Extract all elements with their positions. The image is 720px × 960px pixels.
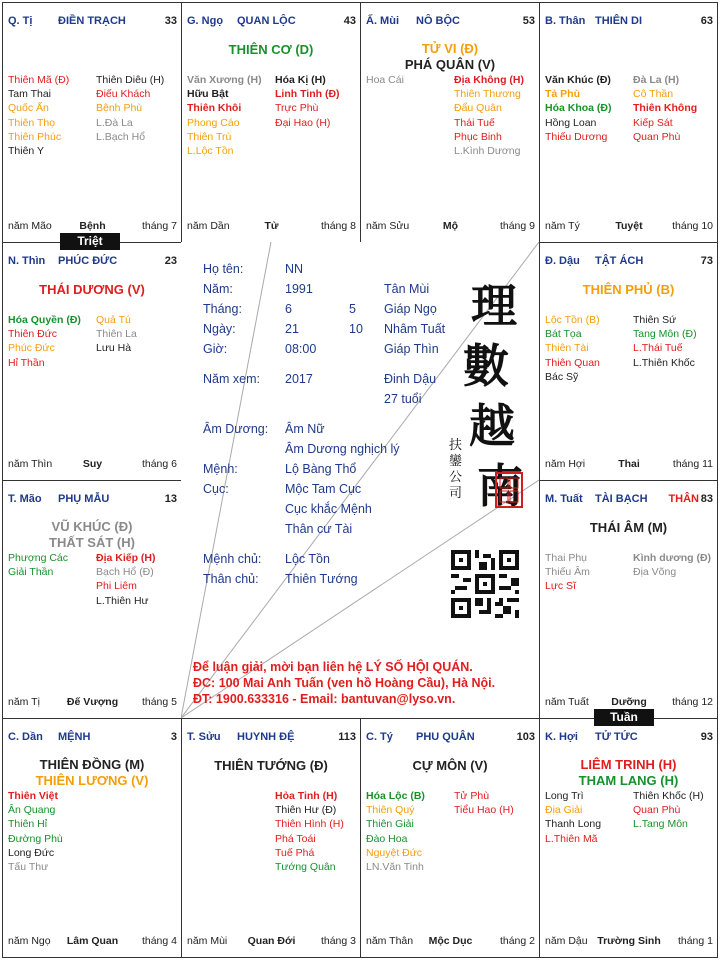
- minor-star: Đại Hao (H): [275, 116, 331, 129]
- palace-year: năm Thìn: [8, 458, 53, 470]
- right-star-column: [454, 73, 524, 158]
- palace-age-number: 13: [164, 493, 177, 505]
- minor-star: Quốc Ấn: [8, 102, 49, 115]
- main-star: LIÊM TRINH (H): [580, 757, 677, 772]
- minor-star: Tang Môn (Đ): [633, 328, 697, 341]
- calligraphy-char-3: 越: [469, 399, 515, 453]
- palace-phase: Suy: [82, 458, 103, 470]
- palace-footer: [8, 935, 177, 949]
- minor-star: Hóa Khoa (Đ): [545, 102, 612, 115]
- palace-name: ĐIỀN TRẠCH: [58, 15, 126, 27]
- minor-star: Hóa Quyền (Đ): [8, 314, 81, 326]
- minor-star: Lưu Hà: [96, 342, 132, 355]
- minor-star: Phong Cáo: [187, 116, 240, 129]
- minor-star: Đẩu Quân: [454, 102, 502, 115]
- minor-star: L.Bạch Hổ: [96, 130, 146, 143]
- palace-month: tháng 5: [141, 696, 177, 708]
- palace-header: [187, 15, 356, 31]
- minor-star: Tuế Phá: [275, 846, 315, 859]
- palace-header: [8, 255, 177, 271]
- palace-ti: [2, 2, 182, 243]
- minor-star: Cô Thần: [633, 88, 674, 101]
- label-day: Ngày:: [203, 322, 236, 336]
- minor-star: Hỉ Thần: [8, 356, 45, 369]
- minor-star: Thiên Thương: [454, 88, 521, 101]
- right-star-column: [633, 313, 697, 370]
- minor-star: Văn Xương (H): [187, 74, 262, 86]
- palace-thin: [2, 242, 182, 481]
- minor-star: Thiên Y: [8, 145, 44, 158]
- minor-star: Quan Phù: [633, 804, 681, 817]
- value-menh: Lộ Bàng Thổ: [285, 462, 357, 476]
- minor-star: Thiên Trù: [187, 130, 232, 143]
- palace-ty: [360, 718, 540, 958]
- right-star-column: [275, 789, 344, 874]
- minor-star: Điếu Khách: [96, 88, 151, 101]
- palace-year: năm Thân: [366, 935, 414, 947]
- main-star: THIÊN PHỦ (B): [582, 282, 675, 297]
- palace-header: [545, 493, 713, 509]
- minor-star: Thiên Quý: [366, 804, 415, 817]
- left-star-column: [545, 313, 600, 384]
- minor-star: Thanh Long: [545, 818, 602, 831]
- label-menh-chu: Mệnh chủ:: [203, 552, 262, 566]
- value-hour-can: Giáp Thìn: [384, 342, 439, 356]
- minor-star: Thiếu Dương: [545, 130, 608, 143]
- minor-star: Phục Binh: [454, 130, 502, 143]
- right-star-column: [633, 551, 711, 579]
- palace-month: tháng 11: [672, 458, 713, 470]
- minor-star: Địa Kiếp (H): [96, 552, 156, 564]
- palace-branch: K. Hợi: [545, 731, 578, 743]
- minor-star: Đường Phù: [8, 832, 63, 845]
- minor-star: Tiểu Hao (H): [454, 804, 514, 817]
- palace-branch: G. Ngọ: [187, 15, 224, 27]
- value-month-lunar: 5: [349, 302, 356, 316]
- palace-footer: [187, 935, 356, 949]
- minor-star: Thiên Mã (Đ): [8, 74, 70, 86]
- label-view-year: Năm xem:: [203, 372, 260, 386]
- value-than-chu: Thiên Tướng: [285, 572, 358, 586]
- palace-age-number: 23: [164, 255, 177, 267]
- palace-footer: [8, 696, 177, 710]
- palace-tuat: [539, 480, 718, 719]
- minor-star: Hóa Kị (H): [275, 74, 326, 86]
- palace-footer: [545, 696, 713, 710]
- palace-age-number: 113: [338, 731, 356, 743]
- minor-star: Giải Thần: [8, 566, 54, 579]
- minor-star: L.Lộc Tồn: [187, 145, 234, 158]
- label-hour: Giờ:: [203, 342, 228, 356]
- minor-star: Thiên Tài: [545, 342, 589, 355]
- right-star-column: [96, 551, 156, 608]
- left-star-column: [8, 551, 68, 579]
- palace-month: tháng 7: [141, 220, 177, 232]
- palace-age-number: 63: [700, 15, 713, 27]
- palace-month: tháng 9: [499, 220, 535, 232]
- palace-age-number: 43: [343, 15, 356, 27]
- minor-star: Kình dương (Đ): [633, 552, 712, 564]
- minor-star: Thiên Hình (H): [275, 818, 344, 831]
- main-star: VŨ KHÚC (Đ): [51, 519, 133, 534]
- minor-star: Thiên Diêu (H): [96, 74, 165, 86]
- palace-name: TÀI BẠCH: [595, 493, 648, 505]
- label-amduong: Âm Dương:: [203, 422, 269, 436]
- palace-phase: Tử: [264, 220, 279, 232]
- palace-name: PHU QUÂN: [416, 731, 475, 743]
- minor-star: Hỏa Tinh (H): [275, 790, 338, 802]
- palace-dau: [539, 242, 718, 481]
- palace-phase: Dưỡng: [611, 696, 647, 708]
- palace-age-number: 53: [522, 15, 535, 27]
- palace-phase: Mộc Dục: [428, 935, 473, 947]
- contact-line-2: ĐC: 100 Mai Anh Tuấn (ven hồ Hoàng Cầu), Hà Nội.: [193, 676, 496, 690]
- minor-star: L.Kình Dương: [454, 145, 521, 158]
- palace-header: [8, 15, 177, 31]
- right-star-column: [633, 789, 704, 832]
- palace-age-number: 93: [700, 731, 713, 743]
- value-cuc: Mộc Tam Cục: [285, 482, 362, 496]
- minor-star: Tướng Quân: [275, 861, 336, 874]
- right-star-column: [454, 789, 514, 817]
- minor-star: L.Tang Môn: [633, 818, 688, 831]
- minor-star: Ân Quang: [8, 804, 56, 817]
- main-star: TỬ VI (Đ): [421, 41, 479, 56]
- contact-line-1: Để luận giải, mời bạn liên hệ LÝ SỐ HỘI QUÁN.: [193, 660, 473, 674]
- left-star-column: [187, 73, 262, 158]
- palace-name: TẬT ÁCH: [595, 255, 644, 267]
- palace-phase: Trường Sinh: [597, 935, 661, 947]
- minor-star: Long Đức: [8, 846, 55, 859]
- main-star: CỰ MÔN (V): [412, 758, 488, 773]
- value-age: 27 tuổi: [384, 392, 422, 406]
- value-view-can: Đinh Dậu: [384, 372, 437, 386]
- minor-star: Địa Không (H): [454, 74, 524, 86]
- minor-star: Thái Tuế: [454, 116, 495, 129]
- palace-year: năm Dần: [187, 220, 230, 232]
- minor-star: Thiên Việt: [8, 790, 58, 802]
- palace-phase: Đế Vượng: [66, 696, 119, 708]
- palace-branch: T. Mão: [8, 493, 42, 505]
- palace-phase: Thai: [618, 458, 640, 470]
- minor-star: Nguyệt Đức: [366, 846, 423, 859]
- palace-hoi: [539, 718, 718, 958]
- palace-branch: M. Tuất: [545, 493, 583, 505]
- note-cuc-2: Thân cư Tài: [285, 522, 353, 536]
- palace-footer: [545, 220, 713, 234]
- company-name-vertical: 扶 鑾 公 司: [449, 438, 463, 501]
- palace-month: tháng 10: [672, 220, 713, 232]
- minor-star: Thiên Khốc (H): [633, 790, 704, 802]
- left-star-column: [545, 73, 612, 144]
- minor-star: Thiên Giải: [366, 818, 414, 831]
- palace-header: [545, 15, 713, 31]
- palace-name: PHỤ MẪU: [58, 493, 110, 505]
- palace-month: tháng 4: [141, 935, 177, 947]
- palace-branch: N. Thìn: [8, 255, 46, 267]
- minor-star: Địa Giải: [545, 804, 583, 817]
- minor-star: Hóa Lộc (B): [366, 790, 425, 802]
- palace-age-number: 83: [700, 493, 713, 505]
- main-star: THẤT SÁT (H): [49, 535, 135, 550]
- minor-star: L.Thiên Hư: [96, 594, 149, 607]
- main-star: THIÊN ĐỒNG (M): [39, 757, 145, 772]
- minor-star: Bạch Hổ (Đ): [96, 566, 154, 579]
- palace-footer: [8, 458, 177, 472]
- palace-year: năm Sửu: [366, 220, 410, 232]
- minor-star: Hồng Loan: [545, 116, 597, 129]
- minor-star: Bệnh Phù: [96, 102, 143, 115]
- minor-star: Phúc Đức: [8, 342, 55, 355]
- palace-age-number: 103: [516, 731, 535, 743]
- note-cuc-1: Cục khắc Mệnh: [285, 502, 372, 516]
- palace-name: NÔ BỘC: [416, 15, 460, 27]
- palace-ngo: [181, 2, 361, 243]
- minor-star: Hoa Cái: [366, 74, 404, 86]
- minor-star: Văn Khúc (Đ): [545, 74, 611, 86]
- minor-star: Thiên Hư (Đ): [275, 804, 337, 817]
- value-day: 21: [285, 322, 299, 336]
- palace-name: QUAN LỘC: [237, 15, 296, 27]
- main-star: THAM LANG (H): [578, 773, 679, 788]
- palace-year: năm Hợi: [545, 458, 586, 470]
- minor-star: Tả Phù: [545, 88, 581, 101]
- minor-star: Thiên Đức: [8, 328, 58, 341]
- minor-star: Đào Hoa: [366, 832, 408, 845]
- calligraphy-char-2: 數: [463, 339, 509, 393]
- minor-star: L.Thiên Khốc: [633, 356, 695, 369]
- palace-age-number: 33: [164, 15, 177, 27]
- value-menh-chu: Lộc Tồn: [285, 552, 330, 566]
- left-star-column: [545, 789, 601, 846]
- right-star-column: [96, 73, 164, 144]
- minor-star: Lộc Tồn (B): [545, 314, 600, 326]
- minor-star: Bác Sỹ: [545, 370, 579, 383]
- minor-star: Bát Tọa: [545, 328, 582, 341]
- palace-year: năm Mùi: [187, 935, 228, 947]
- value-name: NN: [285, 262, 304, 276]
- left-star-column: [366, 789, 425, 874]
- minor-star: Phượng Các: [8, 552, 69, 564]
- label-than-chu: Thân chủ:: [203, 572, 259, 586]
- minor-star: Quan Phù: [633, 130, 681, 143]
- palace-name: HUYNH ĐỆ: [237, 731, 295, 743]
- palace-phase: Bệnh: [79, 220, 106, 232]
- calligraphy-char-4: 南: [477, 459, 523, 513]
- palace-branch: T. Sửu: [187, 731, 221, 743]
- label-menh: Mệnh:: [203, 462, 238, 476]
- minor-star: Linh Tinh (Đ): [275, 88, 340, 101]
- palace-month: tháng 12: [672, 696, 713, 708]
- palace-phase: Mộ: [442, 220, 459, 232]
- palace-phase: Lâm Quan: [66, 935, 119, 947]
- palace-year: năm Tý: [545, 220, 580, 232]
- palace-year: năm Mão: [8, 220, 52, 232]
- minor-star: Thiên Phúc: [8, 130, 62, 143]
- palace-age-number: 73: [700, 255, 713, 267]
- palace-branch: C. Tý: [366, 731, 393, 743]
- main-star: THÁI DƯƠNG (V): [39, 282, 145, 297]
- minor-star: Trực Phù: [275, 102, 319, 115]
- palace-year: năm Ngọ: [8, 935, 51, 947]
- minor-star: Đà La (H): [633, 74, 680, 86]
- than-marker: THÂN: [668, 493, 699, 505]
- palace-year: năm Tị: [8, 696, 40, 708]
- palace-header: [545, 731, 713, 747]
- minor-star: Hữu Bật: [187, 88, 229, 101]
- palace-name: PHÚC ĐỨC: [58, 255, 118, 267]
- main-star: THIÊN CƠ (D): [228, 42, 314, 57]
- minor-star: Phá Toái: [275, 832, 316, 845]
- minor-star: Thiên La: [96, 328, 137, 341]
- minor-star: Thiên Không: [633, 102, 698, 115]
- minor-star: Thai Phụ: [545, 552, 588, 564]
- triet-tag: Triệt: [60, 233, 120, 250]
- minor-star: Địa Võng: [633, 566, 677, 579]
- tuan-tag: Tuần: [594, 709, 654, 726]
- value-day-can: Nhâm Tuất: [384, 322, 446, 336]
- minor-star: Thiên Quan: [545, 356, 600, 369]
- palace-header: [8, 731, 177, 747]
- value-day-lunar: 10: [349, 322, 363, 336]
- minor-star: Tấu Thư: [8, 861, 49, 874]
- minor-star: Thiếu Âm: [545, 566, 590, 579]
- palace-footer: [187, 220, 356, 234]
- palace-month: tháng 6: [141, 458, 177, 470]
- minor-star: Quả Tú: [96, 314, 131, 326]
- minor-star: Thiên Khôi: [187, 102, 242, 115]
- palace-branch: B. Thân: [545, 15, 586, 27]
- left-star-column: [8, 313, 81, 370]
- minor-star: L.Thiên Mã: [545, 832, 598, 845]
- minor-star: L.Thái Tuế: [633, 342, 683, 355]
- contact-line-3: ĐT: 1900.633316 - Email: bantuvan@lyso.vn.: [193, 692, 456, 706]
- value-amduong: Âm Nữ: [285, 422, 325, 436]
- calligraphy-char-1: 理: [471, 279, 517, 333]
- palace-year: năm Tuất: [545, 696, 589, 708]
- minor-star: Tử Phù: [454, 790, 490, 802]
- left-star-column: [8, 73, 69, 158]
- palace-mao: [2, 480, 182, 719]
- palace-header: [187, 731, 356, 747]
- palace-age-number: 3: [170, 731, 177, 743]
- palace-month: tháng 8: [320, 220, 356, 232]
- minor-star: Phi Liêm: [96, 580, 137, 593]
- qr-code-icon: [451, 550, 519, 618]
- palace-footer: [545, 935, 713, 949]
- note-amduong: Âm Dương nghịch lý: [285, 442, 400, 456]
- right-star-column: [96, 313, 137, 356]
- label-month: Tháng:: [203, 302, 242, 316]
- value-year: 1991: [285, 282, 313, 296]
- minor-star: L.Đà La: [96, 116, 133, 129]
- label-cuc: Cục:: [203, 482, 229, 496]
- palace-branch: Ấ. Mùi: [366, 15, 399, 27]
- palace-header: [545, 255, 713, 271]
- palace-footer: [366, 935, 535, 949]
- minor-star: Thiên Thọ: [8, 116, 56, 129]
- main-star: THÁI ÂM (M): [589, 520, 668, 535]
- left-star-column: [366, 73, 404, 87]
- palace-footer: [366, 220, 535, 234]
- palace-header: [366, 731, 535, 747]
- palace-dan: [2, 718, 182, 958]
- minor-star: Tam Thai: [8, 88, 51, 101]
- minor-star: LN.Văn Tinh: [366, 861, 424, 874]
- palace-header: [8, 493, 177, 509]
- value-month: 6: [285, 302, 292, 316]
- palace-year: năm Dậu: [545, 935, 588, 947]
- main-star: THIÊN LƯƠNG (V): [35, 773, 149, 788]
- palace-month: tháng 2: [499, 935, 535, 947]
- palace-name: TỬ TỨC: [595, 731, 638, 743]
- value-view-year: 2017: [285, 372, 313, 386]
- seal-stamp: [495, 472, 523, 508]
- minor-star: Lực Sĩ: [545, 580, 576, 593]
- palace-branch: Đ. Dậu: [545, 255, 580, 267]
- palace-month: tháng 3: [320, 935, 356, 947]
- left-star-column: [8, 789, 63, 874]
- palace-branch: C. Dần: [8, 731, 43, 743]
- palace-month: tháng 1: [677, 935, 713, 947]
- minor-star: Thiên Sứ: [633, 314, 677, 326]
- palace-suu: [181, 718, 361, 958]
- palace-phase: Tuyệt: [615, 220, 643, 232]
- main-star: THIÊN TƯỚNG (Đ): [214, 758, 328, 773]
- right-star-column: [633, 73, 697, 144]
- value-month-can: Giáp Ngọ: [384, 302, 437, 316]
- value-hour: 08:00: [285, 342, 317, 356]
- main-star: PHÁ QUÂN (V): [404, 57, 496, 72]
- palace-name: MỆNH: [58, 731, 91, 743]
- minor-star: Long Trì: [545, 790, 584, 802]
- left-star-column: [545, 551, 590, 594]
- right-star-column: [275, 73, 340, 130]
- label-year: Năm:: [203, 282, 233, 296]
- palace-footer: [8, 220, 177, 234]
- palace-branch: Q. Tị: [8, 15, 33, 27]
- minor-star: Kiếp Sát: [633, 116, 673, 129]
- label-name: Họ tên:: [203, 262, 244, 276]
- value-year-can: Tân Mùi: [384, 282, 430, 296]
- palace-phase: Quan Đới: [247, 935, 296, 947]
- palace-than: [539, 2, 718, 243]
- palace-name: THIÊN DI: [595, 15, 643, 27]
- palace-header: [366, 15, 535, 31]
- palace-footer: [545, 458, 713, 472]
- minor-star: Thiên Hỉ: [8, 818, 48, 831]
- center-info-panel: [181, 242, 539, 718]
- palace-mui: [360, 2, 540, 243]
